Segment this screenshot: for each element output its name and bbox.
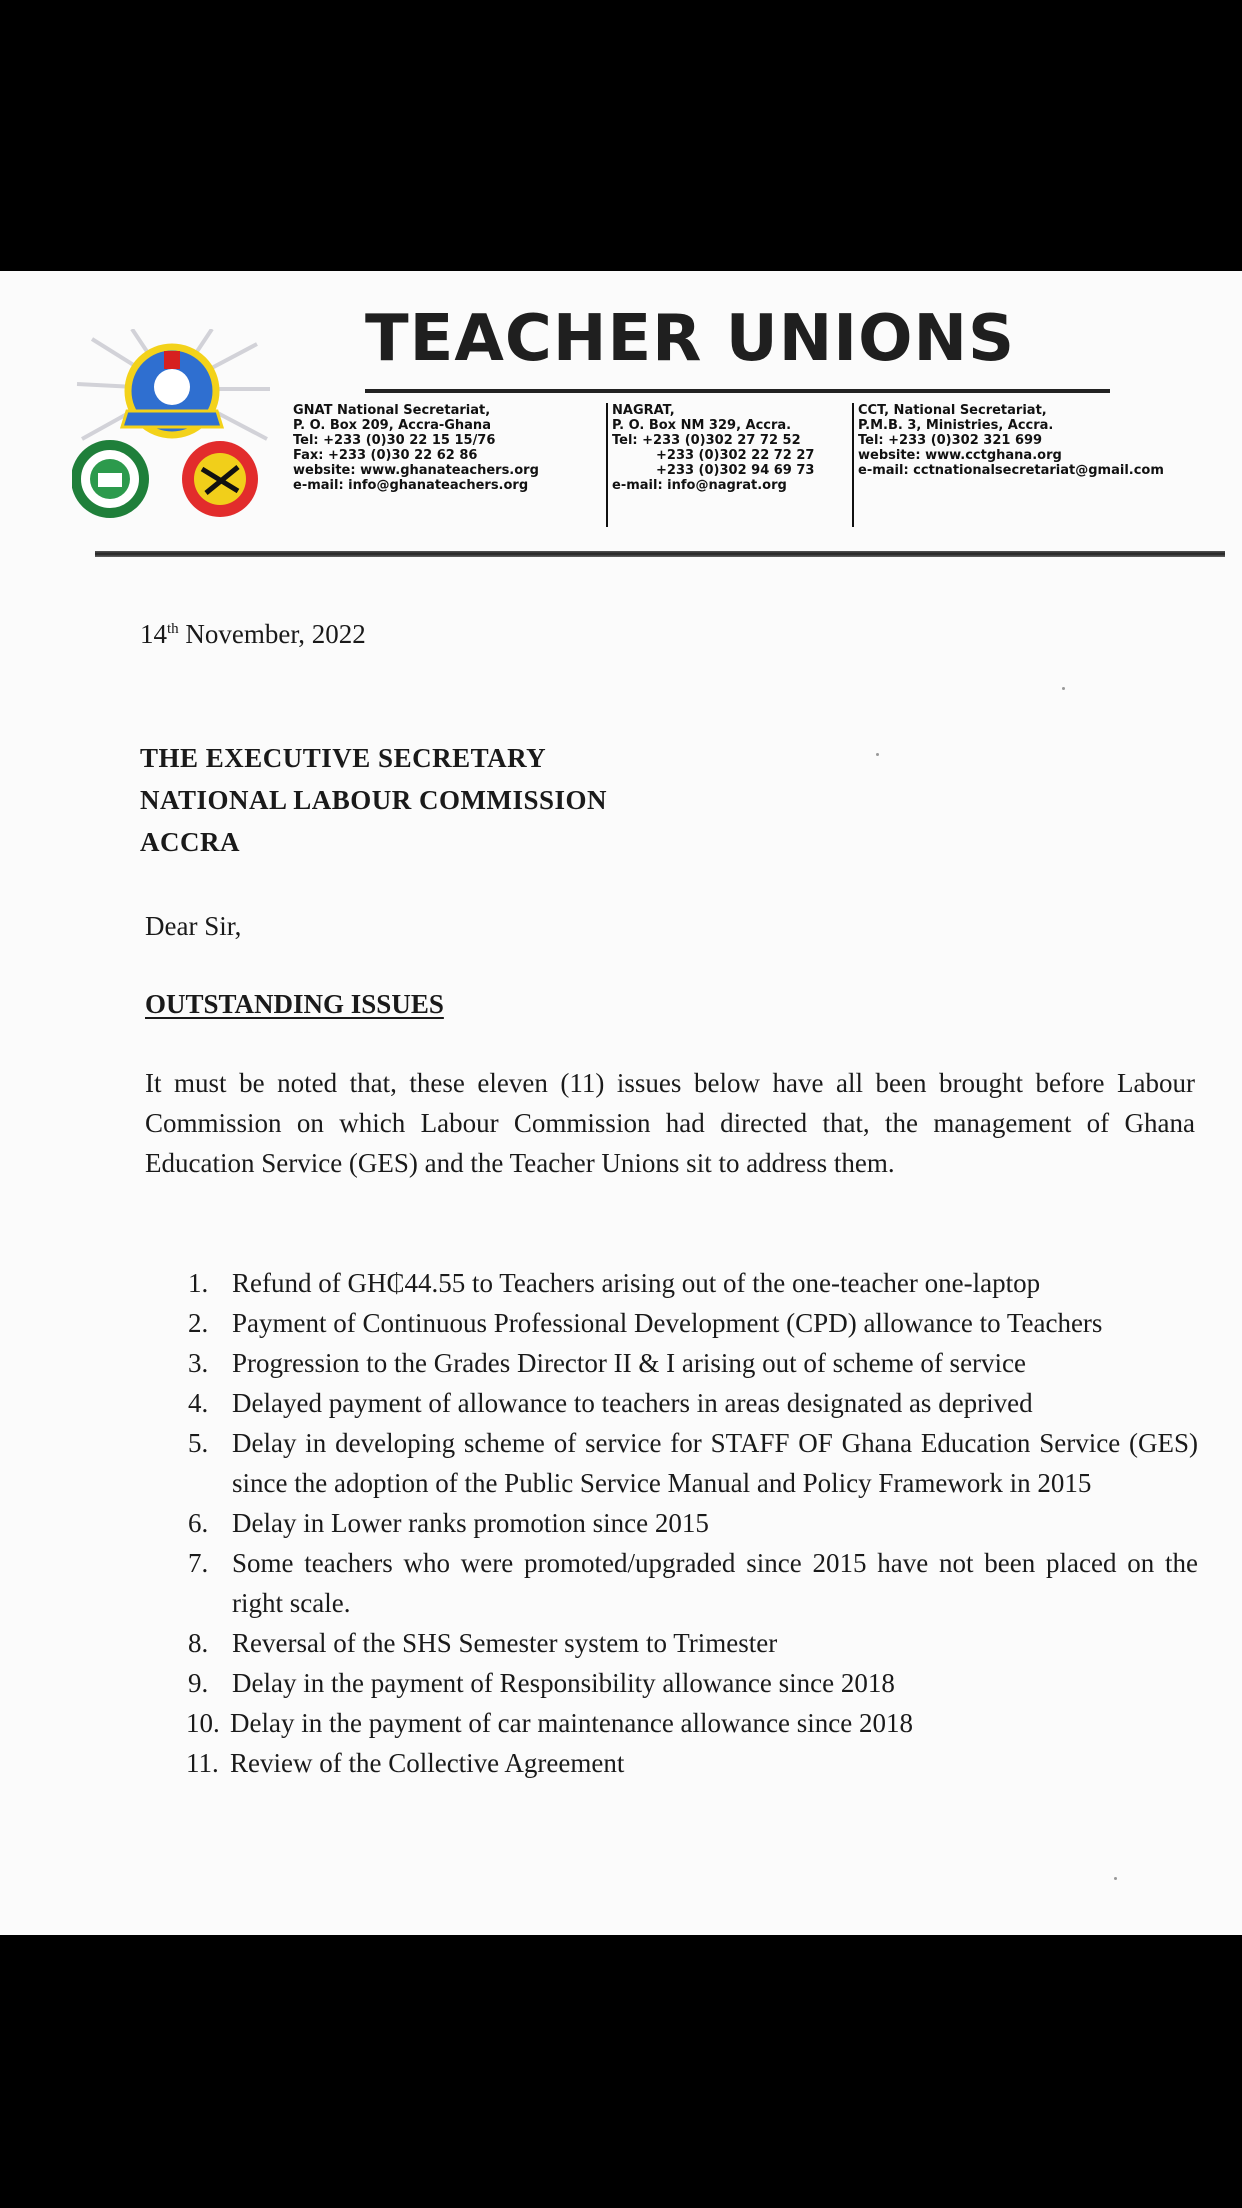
issue-text: Progression to the Grades Director II & I arising out of scheme of service — [232, 1348, 1027, 1378]
cct-address: P.M.B. 3, Ministries, Accra. — [858, 418, 1054, 433]
issue-text: Delay in the payment of car maintenance allowance since 2018 — [230, 1708, 913, 1738]
issue-text: Review of the Collective Agreement — [230, 1748, 625, 1778]
issue-number: 6. — [188, 1508, 209, 1538]
issue-number: 3. — [188, 1348, 209, 1378]
gnat-tel: Tel: +233 (0)30 22 15 15/76 — [293, 433, 496, 448]
title-underline — [365, 389, 1110, 393]
addressee-line-3: ACCRA — [140, 827, 240, 857]
nagrat-tel-2: +233 (0)302 22 72 27 — [656, 448, 815, 463]
scan-speck — [1062, 687, 1065, 690]
list-item — [188, 1623, 1198, 1663]
cct-email: e-mail: cctnationalsecretariat@gmail.com — [858, 463, 1164, 478]
date-day: 14 — [140, 619, 167, 649]
cct-name: CCT, National Secretariat, — [858, 403, 1047, 418]
cct-contact-block — [852, 403, 1238, 527]
gnat-website: website: www.ghanateachers.org — [293, 463, 539, 478]
letterhead-title: TEACHER UNIONS — [365, 302, 1016, 376]
list-item — [188, 1383, 1198, 1423]
issue-text: Some teachers who were promoted/upgraded since 2015 have not been placed on the right scale. — [232, 1548, 1198, 1618]
gnat-address: P. O. Box 209, Accra-Ghana — [293, 418, 491, 433]
addressee-line-2: NATIONAL LABOUR COMMISSION — [140, 785, 608, 815]
nagrat-address: P. O. Box NM 329, Accra. — [612, 418, 792, 433]
nagrat-tel-3: +233 (0)302 94 69 73 — [656, 463, 815, 478]
gnat-contact-block — [293, 403, 593, 493]
list-item — [188, 1703, 1198, 1743]
issue-number: 9. — [188, 1668, 209, 1698]
list-item — [188, 1503, 1198, 1543]
issue-number: 5. — [188, 1428, 209, 1458]
issue-number: 8. — [188, 1628, 209, 1658]
letterhead-divider — [95, 551, 1225, 557]
issue-number: 1. — [188, 1268, 209, 1298]
issue-text: Delay in the payment of Responsibility allowance since 2018 — [232, 1668, 895, 1698]
list-item — [188, 1343, 1198, 1383]
letter-date — [140, 619, 366, 650]
issues-list — [188, 1263, 1198, 1783]
cct-tel: Tel: +233 (0)302 321 699 — [858, 433, 1043, 448]
nagrat-tel-1: Tel: +233 (0)302 27 72 52 — [612, 433, 801, 448]
nagrat-email: e-mail: info@nagrat.org — [612, 478, 787, 493]
addressee-line-1: THE EXECUTIVE SECRETARY — [140, 743, 547, 773]
issue-number: 4. — [188, 1388, 209, 1418]
list-item — [188, 1743, 1198, 1783]
issue-text: Delay in developing scheme of service for STAFF OF Ghana Education Service (GES) since the adoption of the Public Service Manual and Policy Framework in 2015 — [232, 1428, 1198, 1498]
issue-text: Delayed payment of allowance to teachers in areas designated as deprived — [232, 1388, 1033, 1418]
date-suffix: th — [167, 621, 179, 637]
list-item — [188, 1263, 1198, 1303]
issue-number: 10. — [186, 1708, 220, 1738]
subject-heading: OUTSTANDING ISSUES — [145, 989, 444, 1019]
issue-text: Refund of GH₵44.55 to Teachers arising out of the one-teacher one-laptop — [232, 1268, 1041, 1298]
gnat-fax: Fax: +233 (0)30 22 62 86 — [293, 448, 478, 463]
cct-emblem — [76, 445, 144, 513]
list-item — [188, 1303, 1198, 1343]
issue-text: Payment of Continuous Professional Development (CPD) allowance to Teachers — [232, 1308, 1103, 1338]
list-item — [188, 1423, 1198, 1503]
letter-document — [0, 271, 1242, 1935]
issue-text: Delay in Lower ranks promotion since 2015 — [232, 1508, 709, 1538]
issue-number: 2. — [188, 1308, 209, 1338]
scan-speck — [1114, 1877, 1117, 1880]
intro-paragraph: It must be noted that, these eleven (11) issues below have all been brought before Labour Commission on which Labour Commission had directed that, the management of Ghana Education Service (GES) and the Teacher Unions sit to address them. — [145, 1068, 1195, 1178]
list-item — [188, 1663, 1198, 1703]
issue-number: 11. — [186, 1748, 219, 1778]
gnat-email: e-mail: info@ghanateachers.org — [293, 478, 529, 493]
list-item — [188, 1543, 1198, 1623]
cct-website: website: www.cctghana.org — [858, 448, 1062, 463]
scan-speck — [876, 753, 879, 756]
date-rest: November, 2022 — [178, 619, 366, 649]
gnat-name: GNAT National Secretariat, — [293, 403, 491, 418]
nagrat-name: NAGRAT, — [612, 403, 675, 418]
nagrat-contact-block — [606, 403, 852, 527]
issue-number: 7. — [188, 1548, 209, 1578]
addressee-block — [140, 737, 607, 863]
gnat-emblem — [122, 347, 222, 435]
nagrat-emblem — [182, 441, 258, 517]
issue-text: Reversal of the SHS Semester system to Trimester — [232, 1628, 778, 1658]
union-logos — [72, 329, 272, 539]
salutation: Dear Sir, — [145, 911, 242, 941]
